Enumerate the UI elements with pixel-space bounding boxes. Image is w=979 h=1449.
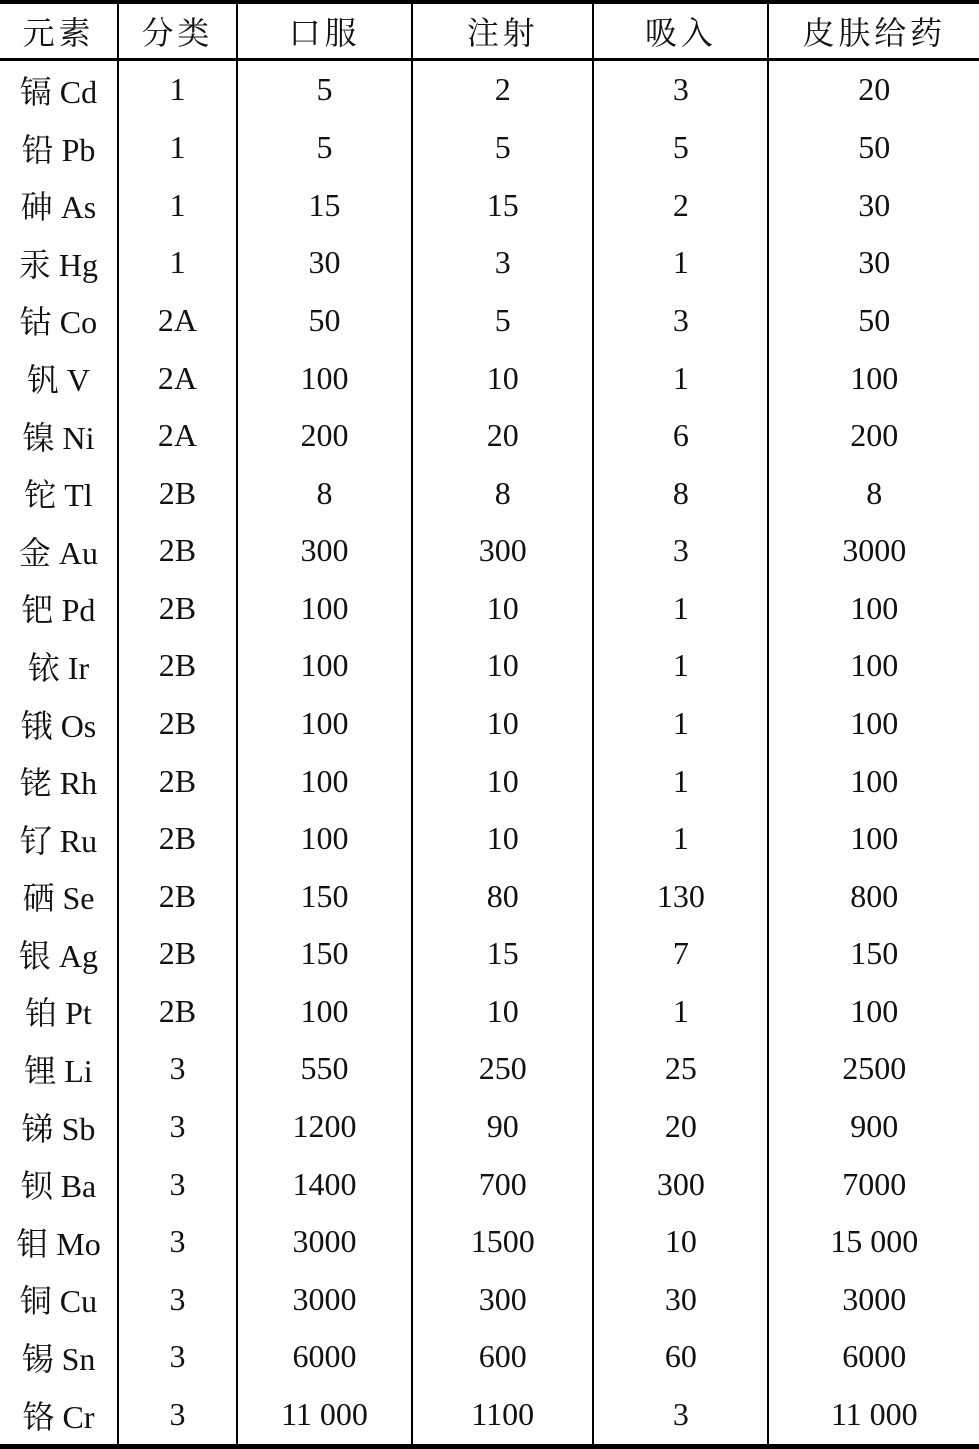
- cell-classification: 2A: [118, 349, 237, 407]
- cell-inhalation: 130: [593, 867, 768, 925]
- cell-inhalation: 20: [593, 1098, 768, 1156]
- cell-inhalation: 6: [593, 407, 768, 465]
- cell-element: 铬 Cr: [22, 1398, 95, 1435]
- cell-classification: 3: [118, 1328, 237, 1386]
- cell-classification: 2B: [118, 695, 237, 753]
- column-header-class: 分类: [118, 2, 237, 60]
- cell-oral: 100: [237, 695, 412, 753]
- table-row: [0, 1386, 979, 1447]
- cell-inhalation: 8: [593, 464, 768, 522]
- cell-injection: 15: [412, 177, 593, 235]
- cell-classification: 3: [118, 1155, 237, 1213]
- cell-injection: 10: [412, 580, 593, 638]
- cell-oral: 100: [237, 752, 412, 810]
- cell-injection: 80: [412, 867, 593, 925]
- cell-dermal: 3000: [768, 1271, 979, 1329]
- cell-injection: 600: [412, 1328, 593, 1386]
- cell-inhalation: 3: [593, 292, 768, 350]
- column-header-injection: 注射: [412, 2, 593, 60]
- cell-inhalation: 2: [593, 177, 768, 235]
- cell-dermal: 6000: [768, 1328, 979, 1386]
- cell-oral: 100: [237, 349, 412, 407]
- cell-dermal: 11 000: [768, 1386, 979, 1447]
- cell-dermal: 100: [768, 983, 979, 1041]
- cell-inhalation: 1: [593, 580, 768, 638]
- cell-element: 锇 Os: [20, 707, 97, 744]
- cell-element: 砷 As: [20, 189, 97, 226]
- cell-classification: 3: [118, 1213, 237, 1271]
- cell-oral: 100: [237, 637, 412, 695]
- cell-element: 铊 Tl: [24, 477, 93, 514]
- cell-inhalation: 60: [593, 1328, 768, 1386]
- cell-dermal: 7000: [768, 1155, 979, 1213]
- table-row: [0, 60, 979, 119]
- cell-element: 钯 Pd: [21, 592, 96, 629]
- cell-oral: 11 000: [237, 1386, 412, 1447]
- cell-injection: 15: [412, 925, 593, 983]
- cell-classification: 1: [118, 177, 237, 235]
- cell-classification: 2B: [118, 637, 237, 695]
- cell-dermal: 30: [768, 234, 979, 292]
- cell-injection: 10: [412, 695, 593, 753]
- column-header-oral: 口服: [237, 2, 412, 60]
- cell-injection: 250: [412, 1040, 593, 1098]
- cell-oral: 300: [237, 522, 412, 580]
- cell-injection: 2: [412, 60, 593, 119]
- cell-dermal: 150: [768, 925, 979, 983]
- cell-dermal: 100: [768, 752, 979, 810]
- cell-inhalation: 1: [593, 983, 768, 1041]
- table-row: [0, 1040, 979, 1098]
- cell-oral: 100: [237, 580, 412, 638]
- cell-oral: 200: [237, 407, 412, 465]
- header-row: [0, 2, 979, 60]
- cell-injection: 700: [412, 1155, 593, 1213]
- cell-dermal: 2500: [768, 1040, 979, 1098]
- table-row: [0, 925, 979, 983]
- cell-dermal: 900: [768, 1098, 979, 1156]
- cell-oral: 1200: [237, 1098, 412, 1156]
- cell-classification: 2B: [118, 752, 237, 810]
- cell-oral: 15: [237, 177, 412, 235]
- column-header-inhalation: 吸入: [593, 2, 768, 60]
- cell-classification: 3: [118, 1040, 237, 1098]
- table-row: [0, 1271, 979, 1329]
- cell-element: 硒 Se: [22, 880, 95, 917]
- cell-element: 铱 Ir: [27, 649, 90, 686]
- cell-injection: 300: [412, 522, 593, 580]
- cell-inhalation: 300: [593, 1155, 768, 1213]
- table-row: [0, 522, 979, 580]
- cell-dermal: 15 000: [768, 1213, 979, 1271]
- cell-element: 铑 Rh: [19, 765, 98, 802]
- cell-injection: 20: [412, 407, 593, 465]
- cell-oral: 150: [237, 925, 412, 983]
- cell-classification: 1: [118, 119, 237, 177]
- cell-oral: 8: [237, 464, 412, 522]
- table-row: [0, 1155, 979, 1213]
- cell-oral: 50: [237, 292, 412, 350]
- cell-element: 汞 Hg: [18, 246, 99, 283]
- cell-oral: 100: [237, 983, 412, 1041]
- cell-classification: 2B: [118, 522, 237, 580]
- table-row: [0, 177, 979, 235]
- cell-injection: 10: [412, 983, 593, 1041]
- cell-injection: 10: [412, 752, 593, 810]
- cell-inhalation: 1: [593, 637, 768, 695]
- cell-oral: 1400: [237, 1155, 412, 1213]
- table-row: [0, 407, 979, 465]
- cell-element: 锑 Sb: [21, 1110, 96, 1147]
- cell-dermal: 3000: [768, 522, 979, 580]
- cell-inhalation: 1: [593, 234, 768, 292]
- cell-oral: 100: [237, 810, 412, 868]
- cell-element: 钌 Ru: [19, 822, 98, 859]
- column-header-element: 元素: [0, 2, 118, 60]
- table-row: [0, 580, 979, 638]
- cell-inhalation: 1: [593, 752, 768, 810]
- cell-element: 锡 Sn: [21, 1340, 96, 1377]
- cell-classification: 2A: [118, 292, 237, 350]
- cell-dermal: 20: [768, 60, 979, 119]
- cell-inhalation: 30: [593, 1271, 768, 1329]
- cell-element: 钴 Co: [19, 304, 98, 341]
- cell-injection: 10: [412, 637, 593, 695]
- table-row: [0, 810, 979, 868]
- cell-inhalation: 25: [593, 1040, 768, 1098]
- cell-element: 钼 Mo: [16, 1225, 101, 1262]
- cell-injection: 10: [412, 810, 593, 868]
- cell-dermal: 50: [768, 292, 979, 350]
- cell-oral: 3000: [237, 1213, 412, 1271]
- cell-dermal: 30: [768, 177, 979, 235]
- table-row: [0, 464, 979, 522]
- cell-classification: 2B: [118, 810, 237, 868]
- cell-element: 金 Au: [18, 534, 99, 571]
- cell-classification: 2B: [118, 867, 237, 925]
- cell-injection: 90: [412, 1098, 593, 1156]
- cell-classification: 1: [118, 234, 237, 292]
- cell-oral: 5: [237, 60, 412, 119]
- cell-dermal: 100: [768, 349, 979, 407]
- cell-oral: 550: [237, 1040, 412, 1098]
- cell-oral: 5: [237, 119, 412, 177]
- cell-injection: 8: [412, 464, 593, 522]
- table-row: [0, 1328, 979, 1386]
- cell-injection: 10: [412, 349, 593, 407]
- cell-element: 锂 Li: [24, 1052, 93, 1089]
- column-header-dermal: 皮肤给药: [768, 2, 979, 60]
- table-header: [0, 2, 979, 60]
- cell-element: 铜 Cu: [19, 1283, 98, 1320]
- cell-classification: 2B: [118, 983, 237, 1041]
- cell-dermal: 100: [768, 810, 979, 868]
- cell-oral: 150: [237, 867, 412, 925]
- cell-classification: 2A: [118, 407, 237, 465]
- table-row: [0, 983, 979, 1041]
- cell-inhalation: 1: [593, 349, 768, 407]
- cell-dermal: 800: [768, 867, 979, 925]
- cell-dermal: 100: [768, 580, 979, 638]
- cell-classification: 2B: [118, 925, 237, 983]
- cell-element: 镉 Cd: [19, 73, 98, 110]
- cell-inhalation: 10: [593, 1213, 768, 1271]
- cell-classification: 1: [118, 60, 237, 119]
- cell-element: 钡 Ba: [20, 1168, 97, 1205]
- table-row: [0, 695, 979, 753]
- table-row: [0, 752, 979, 810]
- cell-oral: 6000: [237, 1328, 412, 1386]
- cell-dermal: 100: [768, 637, 979, 695]
- cell-injection: 300: [412, 1271, 593, 1329]
- cell-dermal: 200: [768, 407, 979, 465]
- table-row: [0, 292, 979, 350]
- cell-inhalation: 3: [593, 522, 768, 580]
- cell-element: 银 Ag: [18, 937, 99, 974]
- table-row: [0, 1098, 979, 1156]
- cell-classification: 3: [118, 1271, 237, 1329]
- cell-element: 钒 V: [26, 362, 91, 399]
- cell-oral: 30: [237, 234, 412, 292]
- cell-dermal: 8: [768, 464, 979, 522]
- cell-classification: 2B: [118, 580, 237, 638]
- cell-oral: 3000: [237, 1271, 412, 1329]
- cell-classification: 3: [118, 1098, 237, 1156]
- cell-element: 镍 Ni: [22, 419, 95, 456]
- table-row: [0, 119, 979, 177]
- cell-injection: 5: [412, 292, 593, 350]
- cell-injection: 1100: [412, 1386, 593, 1447]
- cell-inhalation: 3: [593, 60, 768, 119]
- table-row: [0, 867, 979, 925]
- table-row: [0, 234, 979, 292]
- cell-element: 铅 Pb: [21, 131, 96, 168]
- cell-dermal: 100: [768, 695, 979, 753]
- cell-inhalation: 3: [593, 1386, 768, 1447]
- cell-classification: 3: [118, 1386, 237, 1447]
- table-row: [0, 1213, 979, 1271]
- cell-element: 铂 Pt: [25, 995, 92, 1032]
- cell-injection: 5: [412, 119, 593, 177]
- cell-injection: 1500: [412, 1213, 593, 1271]
- table-body: [0, 60, 979, 1447]
- table-row: [0, 349, 979, 407]
- table-row: [0, 637, 979, 695]
- cell-inhalation: 7: [593, 925, 768, 983]
- cell-inhalation: 5: [593, 119, 768, 177]
- cell-classification: 2B: [118, 464, 237, 522]
- cell-inhalation: 1: [593, 810, 768, 868]
- cell-injection: 3: [412, 234, 593, 292]
- cell-dermal: 50: [768, 119, 979, 177]
- cell-inhalation: 1: [593, 695, 768, 753]
